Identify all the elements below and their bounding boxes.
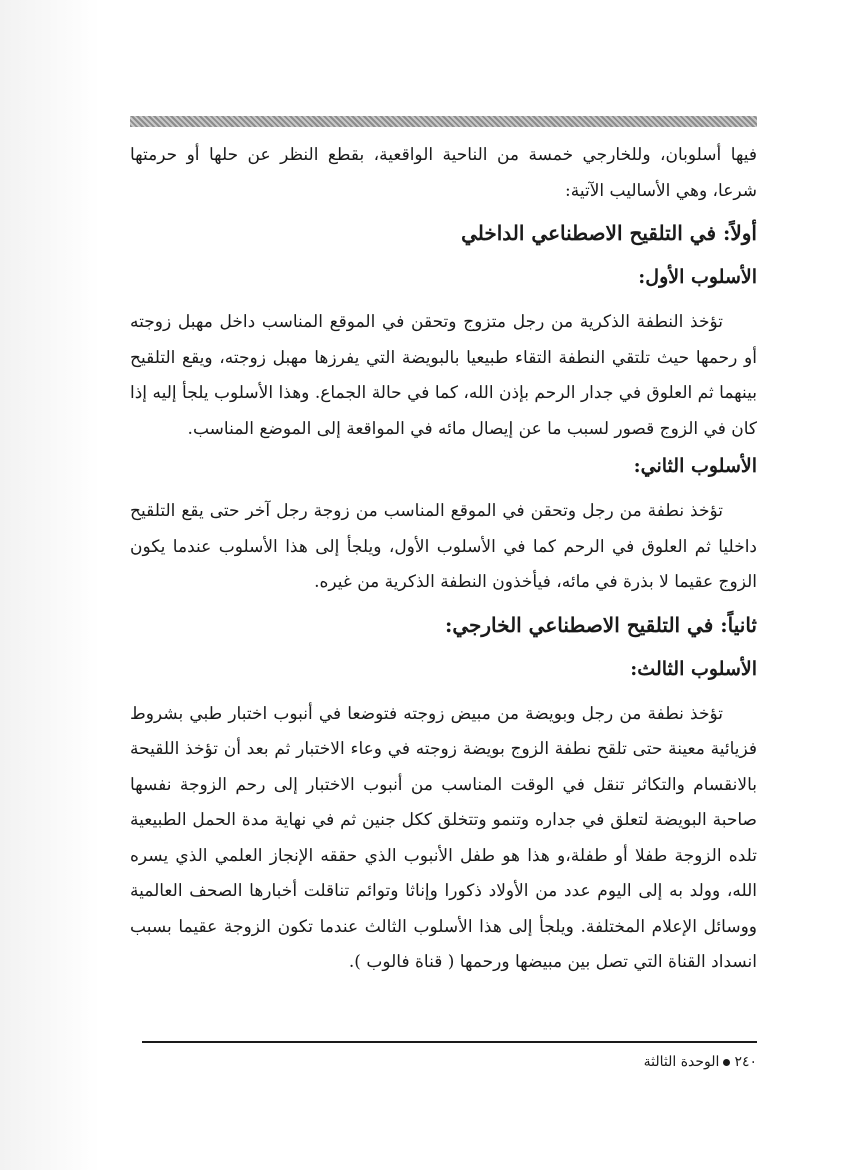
method-text-third: تؤخذ نطفة من رجل وبويضة من مبيض زوجته فتوضعا في أنبوب اختبار طبي بشروط فزيائية معينة حتى تلقح نطفة الزوج بويضة زوجته في وعاء الاختبار ثم بعد أن تؤخذ اللقيحة بالانقسام والتكاثر تنقل في الوقت المناسب من أنبوب الاختبار إلى رحم الزوجة نفسها صاحبة البويضة لتعلق في جداره وتنمو وتتخلق ككل جنين ثم في نهاية مدة الحمل الطبيعية تلده الزوجة طفلا أو طفلة،و هذا هو طفل الأنبوب الذي حققه الإنجاز العلمي الذي يسره الله، وولد به إلى اليوم عدد من الأولاد ذكورا وإناثا وتوائم تناقلت أخبارها الصحف العالمية ووسائل الإعلام المختلفة. ويلجأ إلى هذا الأسلوب الثالث عندما تكون الزوجة عقيما بسبب انسداد القناة التي تصل بين مبيضها ورحمها ( قناة فالوب ). <box>130 703 757 972</box>
intro-paragraph: فيها أسلوبان، وللخارجي خمسة من الناحية الواقعية، بقطع النظر عن حلها أو حرمتها شرعا، وهي الأساليب الآتية: <box>130 145 757 201</box>
method-text-first: تؤخذ النطفة الذكرية من رجل متزوج وتحقن في الموقع المناسب داخل مهبل زوجته أو رحمها حيث تلتقي النطفة التقاء طبيعيا بالبويضة التي يفرزها مهبل زوجته، ويقع التلقيح بينهما ثم العلوق في جدار الرحم بإذن الله، كما في حالة الجماع. وهذا الأسلوب يلجأ إليه إذا كان في الزوج قصور لسبب ما عن إيصال مائه في المواقعة إلى الموضع المناسب. <box>130 312 757 439</box>
method-title-third: الأسلوب الثالث: <box>630 657 757 680</box>
section-heading-external: ثانياً: في التلقيح الاصطناعي الخارجي: <box>444 612 757 637</box>
header-rule <box>130 116 757 127</box>
page-body <box>130 138 757 1038</box>
page-footer <box>644 1052 757 1072</box>
method-title-first: الأسلوب الأول: <box>638 266 757 288</box>
section-heading-internal: أولاً: في التلقيح الاصطناعي الداخلي <box>461 221 757 245</box>
method-text-second: تؤخذ نطفة من رجل وتحقن في الموقع المناسب من زوجة رجل آخر حتى يقع التلقيح داخليا ثم العلوق في الرحم كما في الأسلوب الأول، ويلجأ إلى هذا الأسلوب عندما يكون الزوج عقيما لا بذرة في مائه، فيأخذون النطفة الذكرية من غيره. <box>130 501 757 592</box>
bullet-icon <box>723 1059 730 1066</box>
unit-label: الوحدة الثالثة <box>643 1054 720 1070</box>
method-title-second: الأسلوب الثاني: <box>633 455 757 477</box>
footer-rule <box>142 1041 757 1043</box>
page-number: ٢٤٠ <box>734 1054 757 1070</box>
scan-shadow <box>0 0 100 1170</box>
